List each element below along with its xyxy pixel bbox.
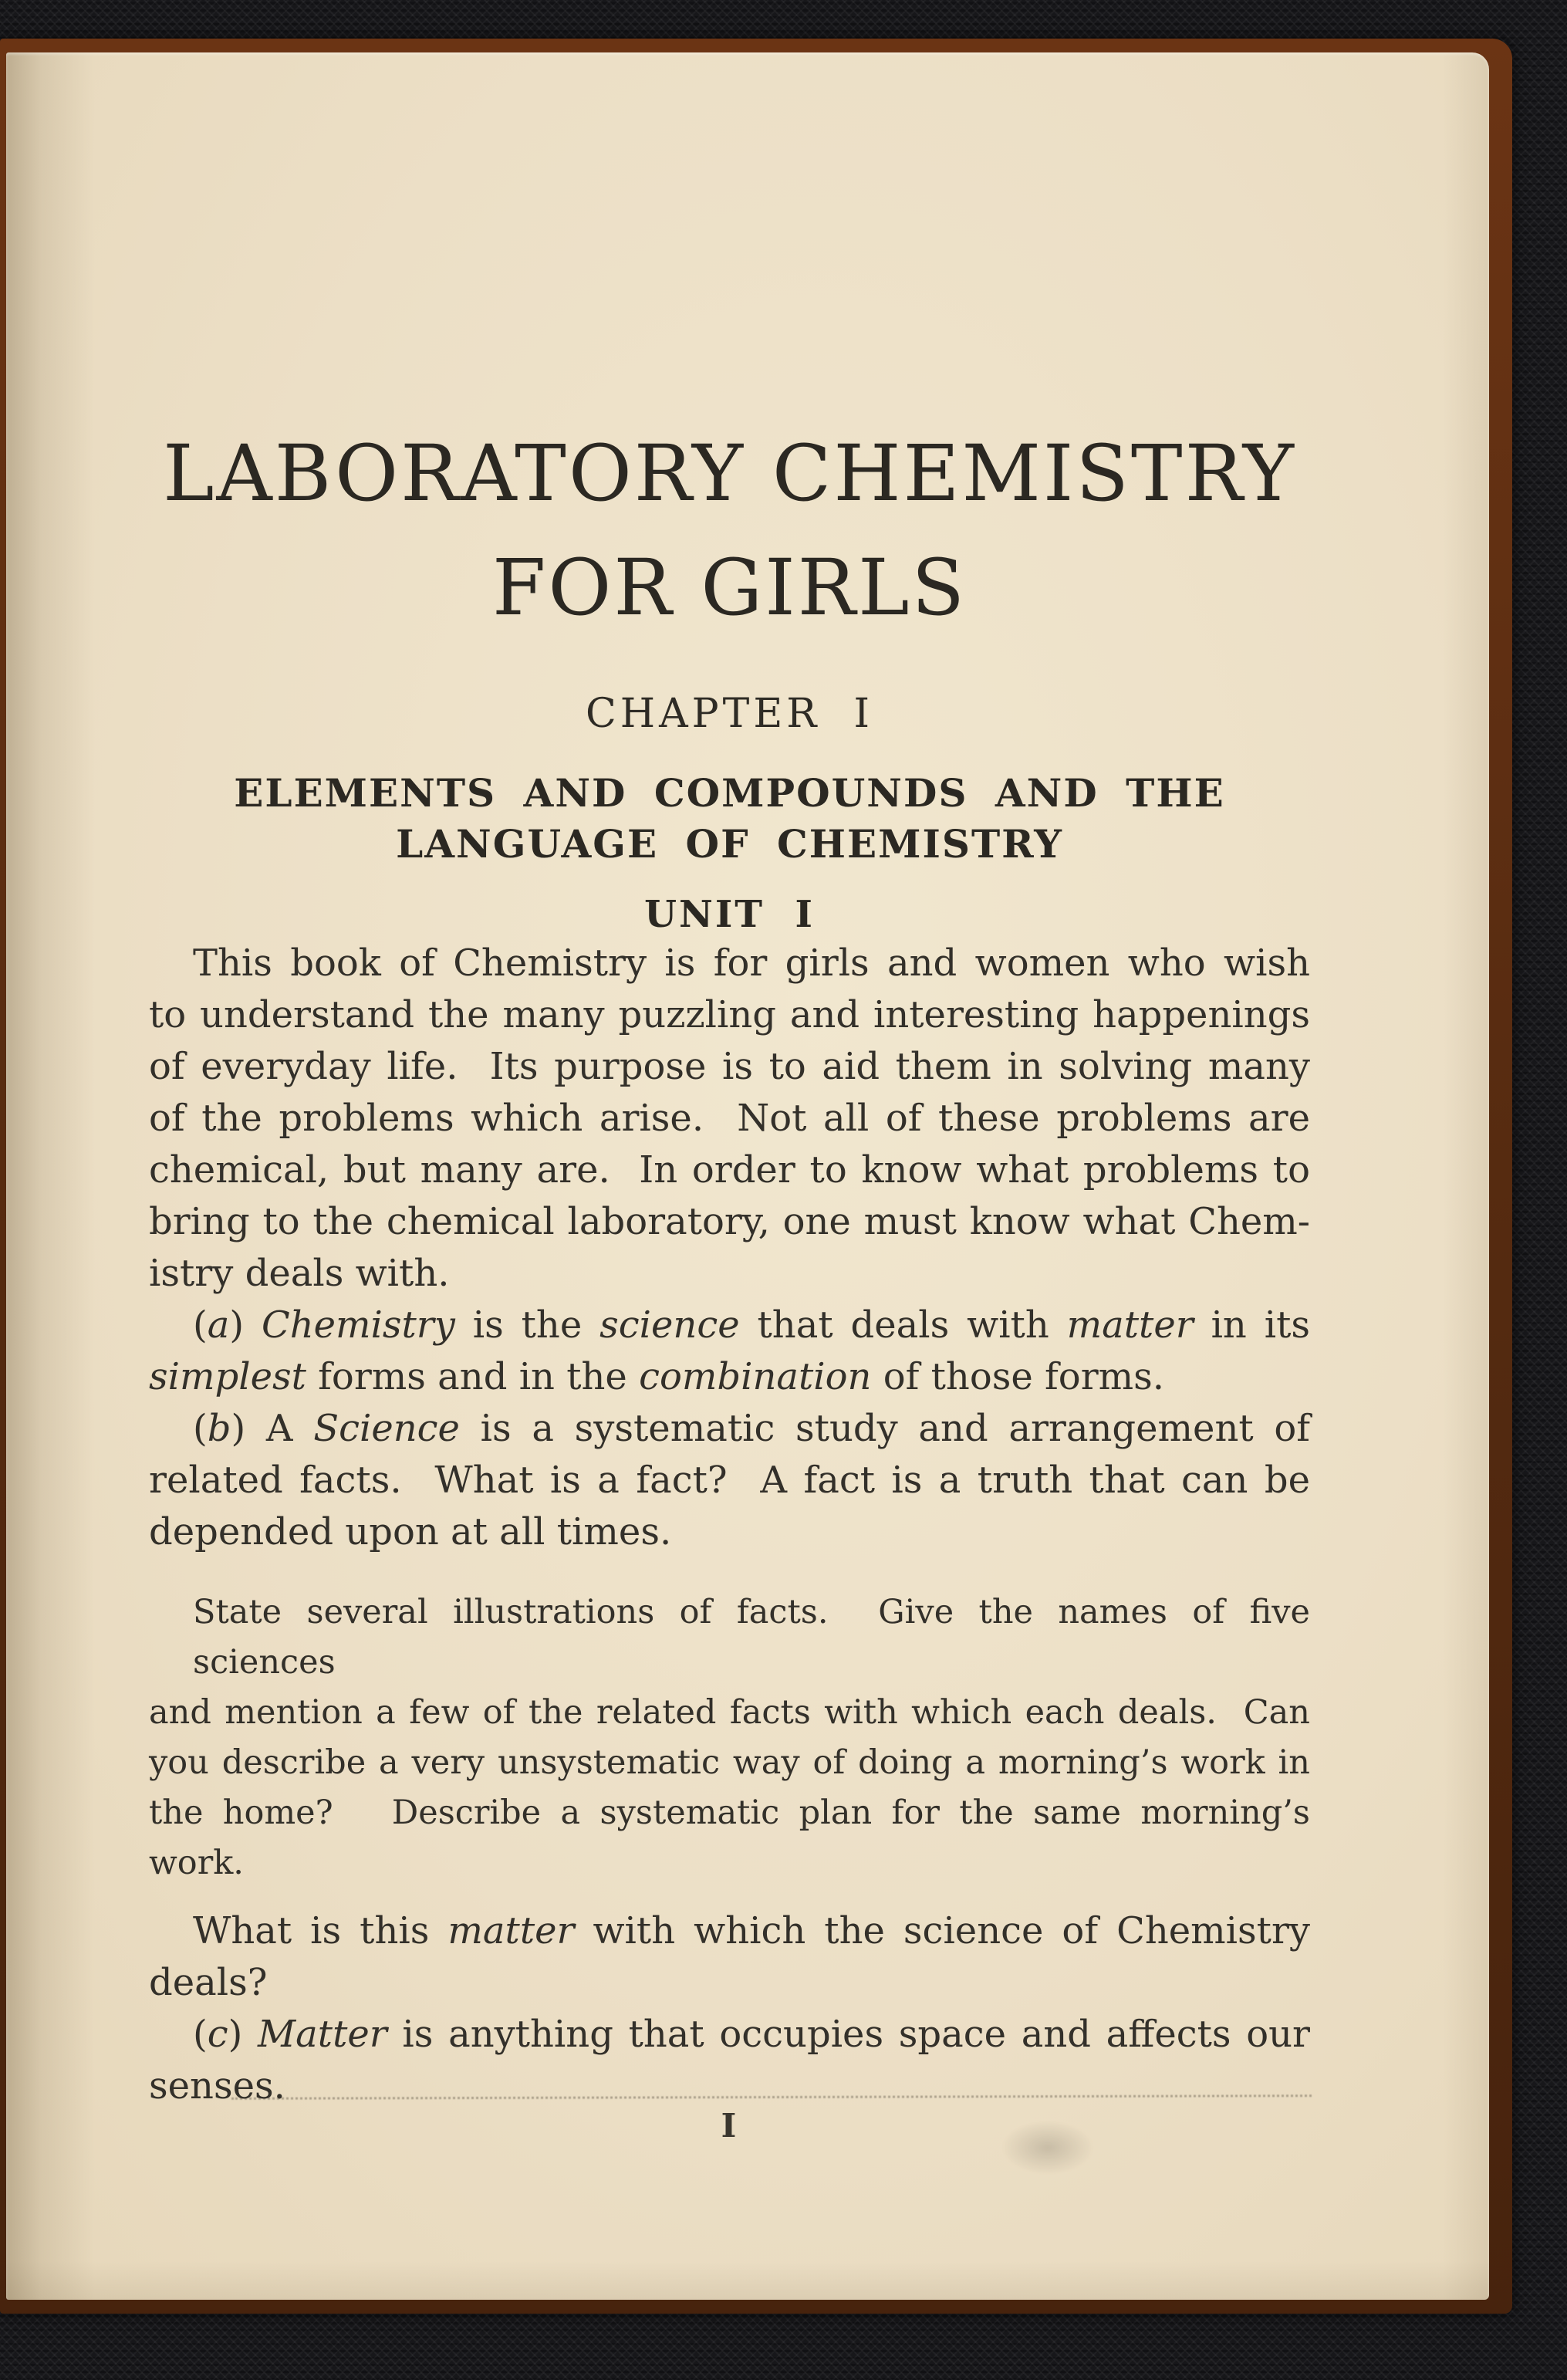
text-segment: depended upon at all times.	[149, 1510, 672, 1553]
text-segment: forms and in the	[306, 1355, 640, 1398]
text-line	[149, 1300, 1310, 1351]
paragraph	[149, 1587, 1321, 1888]
text-segment: ) A	[231, 1407, 314, 1450]
paragraph	[149, 1300, 1310, 1403]
text-line	[149, 1403, 1310, 1455]
text-segment: of the problems which arise. Not all of these problems are	[149, 1097, 1310, 1140]
text-segment: chemical, but many are. In order to know what problems to	[149, 1148, 1310, 1192]
text-line	[149, 1248, 1310, 1300]
italic-text: Science	[313, 1407, 460, 1450]
text-line	[149, 1506, 1310, 1558]
section-heading-line: ELEMENTS AND COMPOUNDS AND THE	[234, 770, 1225, 816]
text-segment: work.	[149, 1844, 244, 1882]
italic-text: simplest	[149, 1355, 306, 1398]
text-segment: of those forms.	[871, 1355, 1165, 1398]
paragraph	[149, 938, 1310, 1300]
text-line	[149, 1455, 1310, 1506]
text-line	[149, 989, 1310, 1041]
text-segment: What is this	[193, 1909, 448, 1952]
text-line	[149, 1041, 1310, 1093]
text-segment: that deals with	[739, 1303, 1067, 1347]
page-number: I	[721, 2107, 738, 2145]
text-segment: senses.	[149, 2064, 285, 2108]
text-segment: )	[228, 2013, 258, 2056]
text-segment: is the	[454, 1303, 600, 1347]
text-segment: deals?	[149, 1961, 268, 2004]
text-segment: (	[193, 1407, 208, 1450]
text-segment: (	[193, 1303, 208, 1347]
text-line	[149, 1196, 1310, 1248]
text-segment: with which the science of Chemistry	[574, 1909, 1310, 1952]
text-line	[149, 1738, 1310, 1788]
text-line	[149, 1788, 1310, 1838]
text-segment: is a systematic study and arrangement of	[459, 1407, 1310, 1450]
text-segment: istry deals with.	[149, 1252, 450, 1295]
text-segment: This book of Chemistry is for girls and women who wish	[193, 942, 1310, 985]
text-line	[149, 1351, 1310, 1403]
book-page	[6, 52, 1489, 2300]
text-line	[149, 1587, 1321, 1688]
italic-text: c	[207, 2013, 228, 2056]
text-segment: and mention a few of the related facts with which each deals. Can	[149, 1693, 1310, 1732]
italic-text: matter	[447, 1909, 575, 1952]
italic-text: Chemistry	[261, 1303, 455, 1347]
text-segment: you describe a very unsystematic way of doing a morning’s work in	[149, 1743, 1310, 1782]
text-line	[149, 2009, 1310, 2061]
text-column	[149, 52, 1321, 2112]
text-segment: bring to the chemical laboratory, one must know what Chem-	[149, 1200, 1310, 1243]
text-segment: the home? Describe a systematic plan for the same morning’s	[149, 1793, 1310, 1832]
paragraph	[149, 1905, 1310, 2009]
book-title	[149, 417, 1310, 645]
text-segment: related facts. What is a fact? A fact is a truth that can be	[149, 1459, 1310, 1502]
text-line	[149, 1093, 1310, 1144]
text-segment: State several illustrations of facts. Give the names of five sciences	[193, 1593, 1321, 1682]
text-segment: in its	[1193, 1303, 1310, 1347]
section-heading	[149, 768, 1310, 870]
text-line	[149, 1838, 1310, 1888]
text-segment: (	[193, 2013, 208, 2056]
text-line	[149, 938, 1310, 989]
text-segment: of everyday life. Its purpose is to aid them in solving many	[149, 1045, 1310, 1088]
text-line	[149, 1905, 1310, 1957]
italic-text: Matter	[258, 2013, 387, 2056]
text-segment: )	[229, 1303, 262, 1347]
book-title-line: FOR GIRLS	[491, 543, 968, 633]
italic-text: combination	[639, 1355, 872, 1398]
body-text	[149, 938, 1321, 2112]
italic-text: b	[207, 1407, 231, 1450]
section-heading-line: LANGUAGE OF CHEMISTRY	[396, 821, 1063, 867]
text-segment: to understand the many puzzling and interesting happenings	[149, 993, 1310, 1036]
paragraph	[149, 1403, 1310, 1558]
italic-text: matter	[1066, 1303, 1194, 1347]
italic-text: science	[599, 1303, 740, 1347]
text-line	[149, 1144, 1310, 1196]
text-segment: is anything that occupies space and affects our	[387, 2013, 1311, 2056]
book-title-line: LABORATORY CHEMISTRY	[163, 428, 1296, 519]
chapter-heading: CHAPTER I	[585, 691, 874, 737]
italic-text: a	[207, 1303, 230, 1347]
text-line	[149, 1957, 1310, 2009]
text-line	[149, 2061, 1310, 2112]
text-line	[149, 1688, 1310, 1738]
unit-heading: UNIT I	[644, 893, 815, 936]
